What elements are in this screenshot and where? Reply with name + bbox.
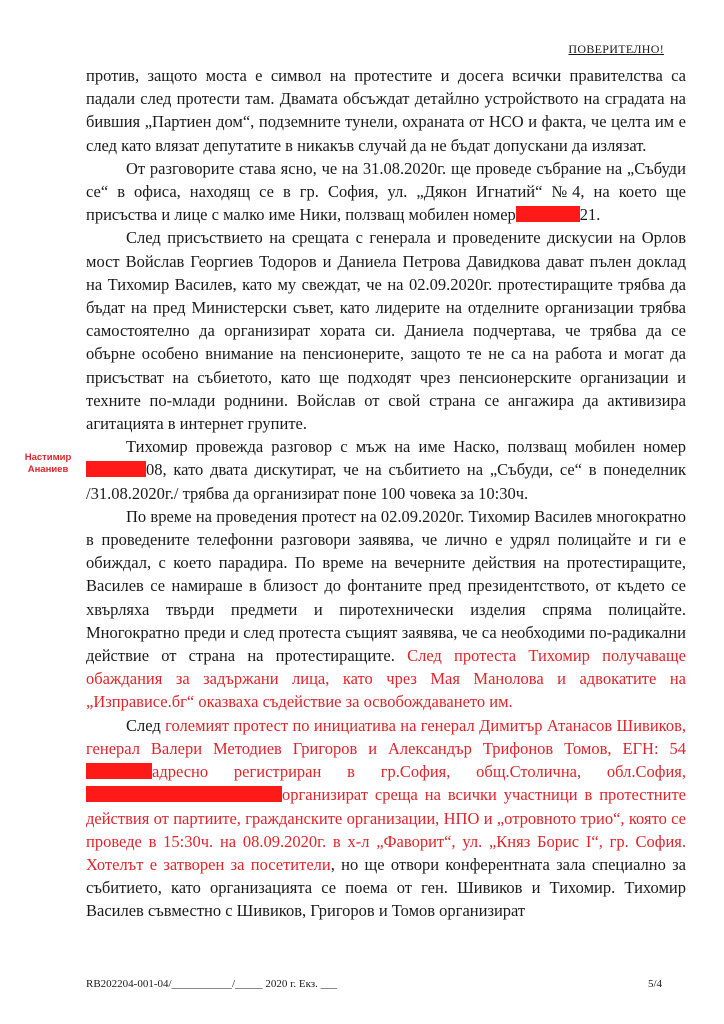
paragraph-1: против, защото моста е символ на протестите и досега всички правителства са падали след протести там. Двамата обсъждат детайлно устройството на сградата на бившия „Партиен дом“, подземните тунели, охраната от НСО и факта, че целта им е след като влязат депутатите в никакъв случай да не бъдат допускани да излязат. xyxy=(86,66,686,155)
paragraph-6-tail: , но ще отвори конферентната зала специално за събитието, като организацията се поема от ген. Шивиков и Тихомир. Тихомир Василев съвместно с Шивиков, Григоров и Томов организират xyxy=(86,854,686,921)
margin-annotation: Настимир Ананиев xyxy=(24,452,72,475)
redaction-box xyxy=(86,786,282,802)
paragraph-4-text: Тихомир провежда разговор с мъж на име Наско, ползващ мобилен номер xyxy=(126,437,686,457)
paragraph-5-text: По време на проведения протест на 02.09.2020г. Тихомир Василев многократно в проведените телефонни разговори заявява, че лично е удрял полицайте и ги е обиждал, с което парадира. По време на вечерните действия на протестиращите, Василев се намираше в близост до фонтаните пред президентството, от където се хвърляха твърди предмети и пиротехнически изделия спряма полицайте. Многократно преди и след протеста същият заявява, че са необходими по-радикални действие от страна на протестиращите. xyxy=(86,506,686,666)
paragraph-4 xyxy=(86,435,686,505)
footer-reference: RB202204-001-04/___________/_____ 2020 г. Екз. ___ xyxy=(86,978,338,990)
paragraph-6-red-text-3: организират среща на всички участници в протестните действия от партиите, гражданските организации, НПО и „отровното трио“, която се проведе в 15:30ч. на 08.09.2020г. в х-л „Фаворит“, ул. „Княз Борис I“, гр. София. Хотелът е затворен за посетители xyxy=(86,785,686,874)
page-footer xyxy=(86,978,662,990)
page-number: 5/4 xyxy=(647,978,662,990)
redaction-box xyxy=(516,206,580,222)
confidential-header: ПОВЕРИТЕЛНО! xyxy=(568,42,664,56)
paragraph-5 xyxy=(86,505,686,714)
paragraph-6 xyxy=(86,714,686,923)
document-body xyxy=(86,64,686,923)
paragraph-6-red-text-1: големият протест по инициатива на генерал Димитър Атанасов Шивиков, генерал Валери Методиев Григоров и Александър Трифонов Томов, ЕГН: 54 xyxy=(86,715,686,758)
paragraph-4-tail: 08, като двата дискутират, че на събитието на „Събуди, се“ в понеделник /31.08.2020г./ трябва да организират поне 100 човека за 10:30ч. xyxy=(86,460,686,503)
paragraph-3: След присъствието на срещата с генерала и проведените дискусии на Орлов мост Войслав Георгиев Тодоров и Даниела Петрова Давидкова дават пълен доклад на Тихомир Василев, като му свеждат, че на 02.09.2020г. протестиращите трябва да бъдат на пред Министерски съвет, като лидерите на отделните организации трябва самостоятелно да организират хората си. Даниела подчертава, че трябва да се обърне особено внимание на пенсионерите, защото те не са на работа и могат да присъстват на събиетото, като ще подходят чрез пенсионерските организации и техните по-млади роднини. Войслав от свой страна се ангажира да активизира агитацията в интернет групите. xyxy=(86,228,686,434)
redaction-box xyxy=(86,763,152,779)
redaction-box xyxy=(86,461,146,477)
paragraph-6-red-text-2: адресно регистриран в гр.София, общ.Столична, обл.София, xyxy=(152,762,686,782)
paragraph-5-red-text: След протеста Тихомир получаваще обаждания за задържани лица, като чрез Мая Манолова и адвокатите на „Изправисе.бг“ оказваха съдействие за освобождаването им. xyxy=(86,646,687,712)
paragraph-2-tail: 21. xyxy=(579,205,601,225)
paragraph-2-text: От разговорите става ясно, че на 31.08.2020г. ще проведе събрание на „Събуди се“ в офиса, находящ се в гр. София, ул. „Дякон Игнатий“ №4, на което ще присъства и лице с малко име Ники, ползващ мобилен номер xyxy=(86,158,686,225)
paragraph-6-lead: След xyxy=(126,715,161,735)
paragraph-2 xyxy=(86,157,686,227)
